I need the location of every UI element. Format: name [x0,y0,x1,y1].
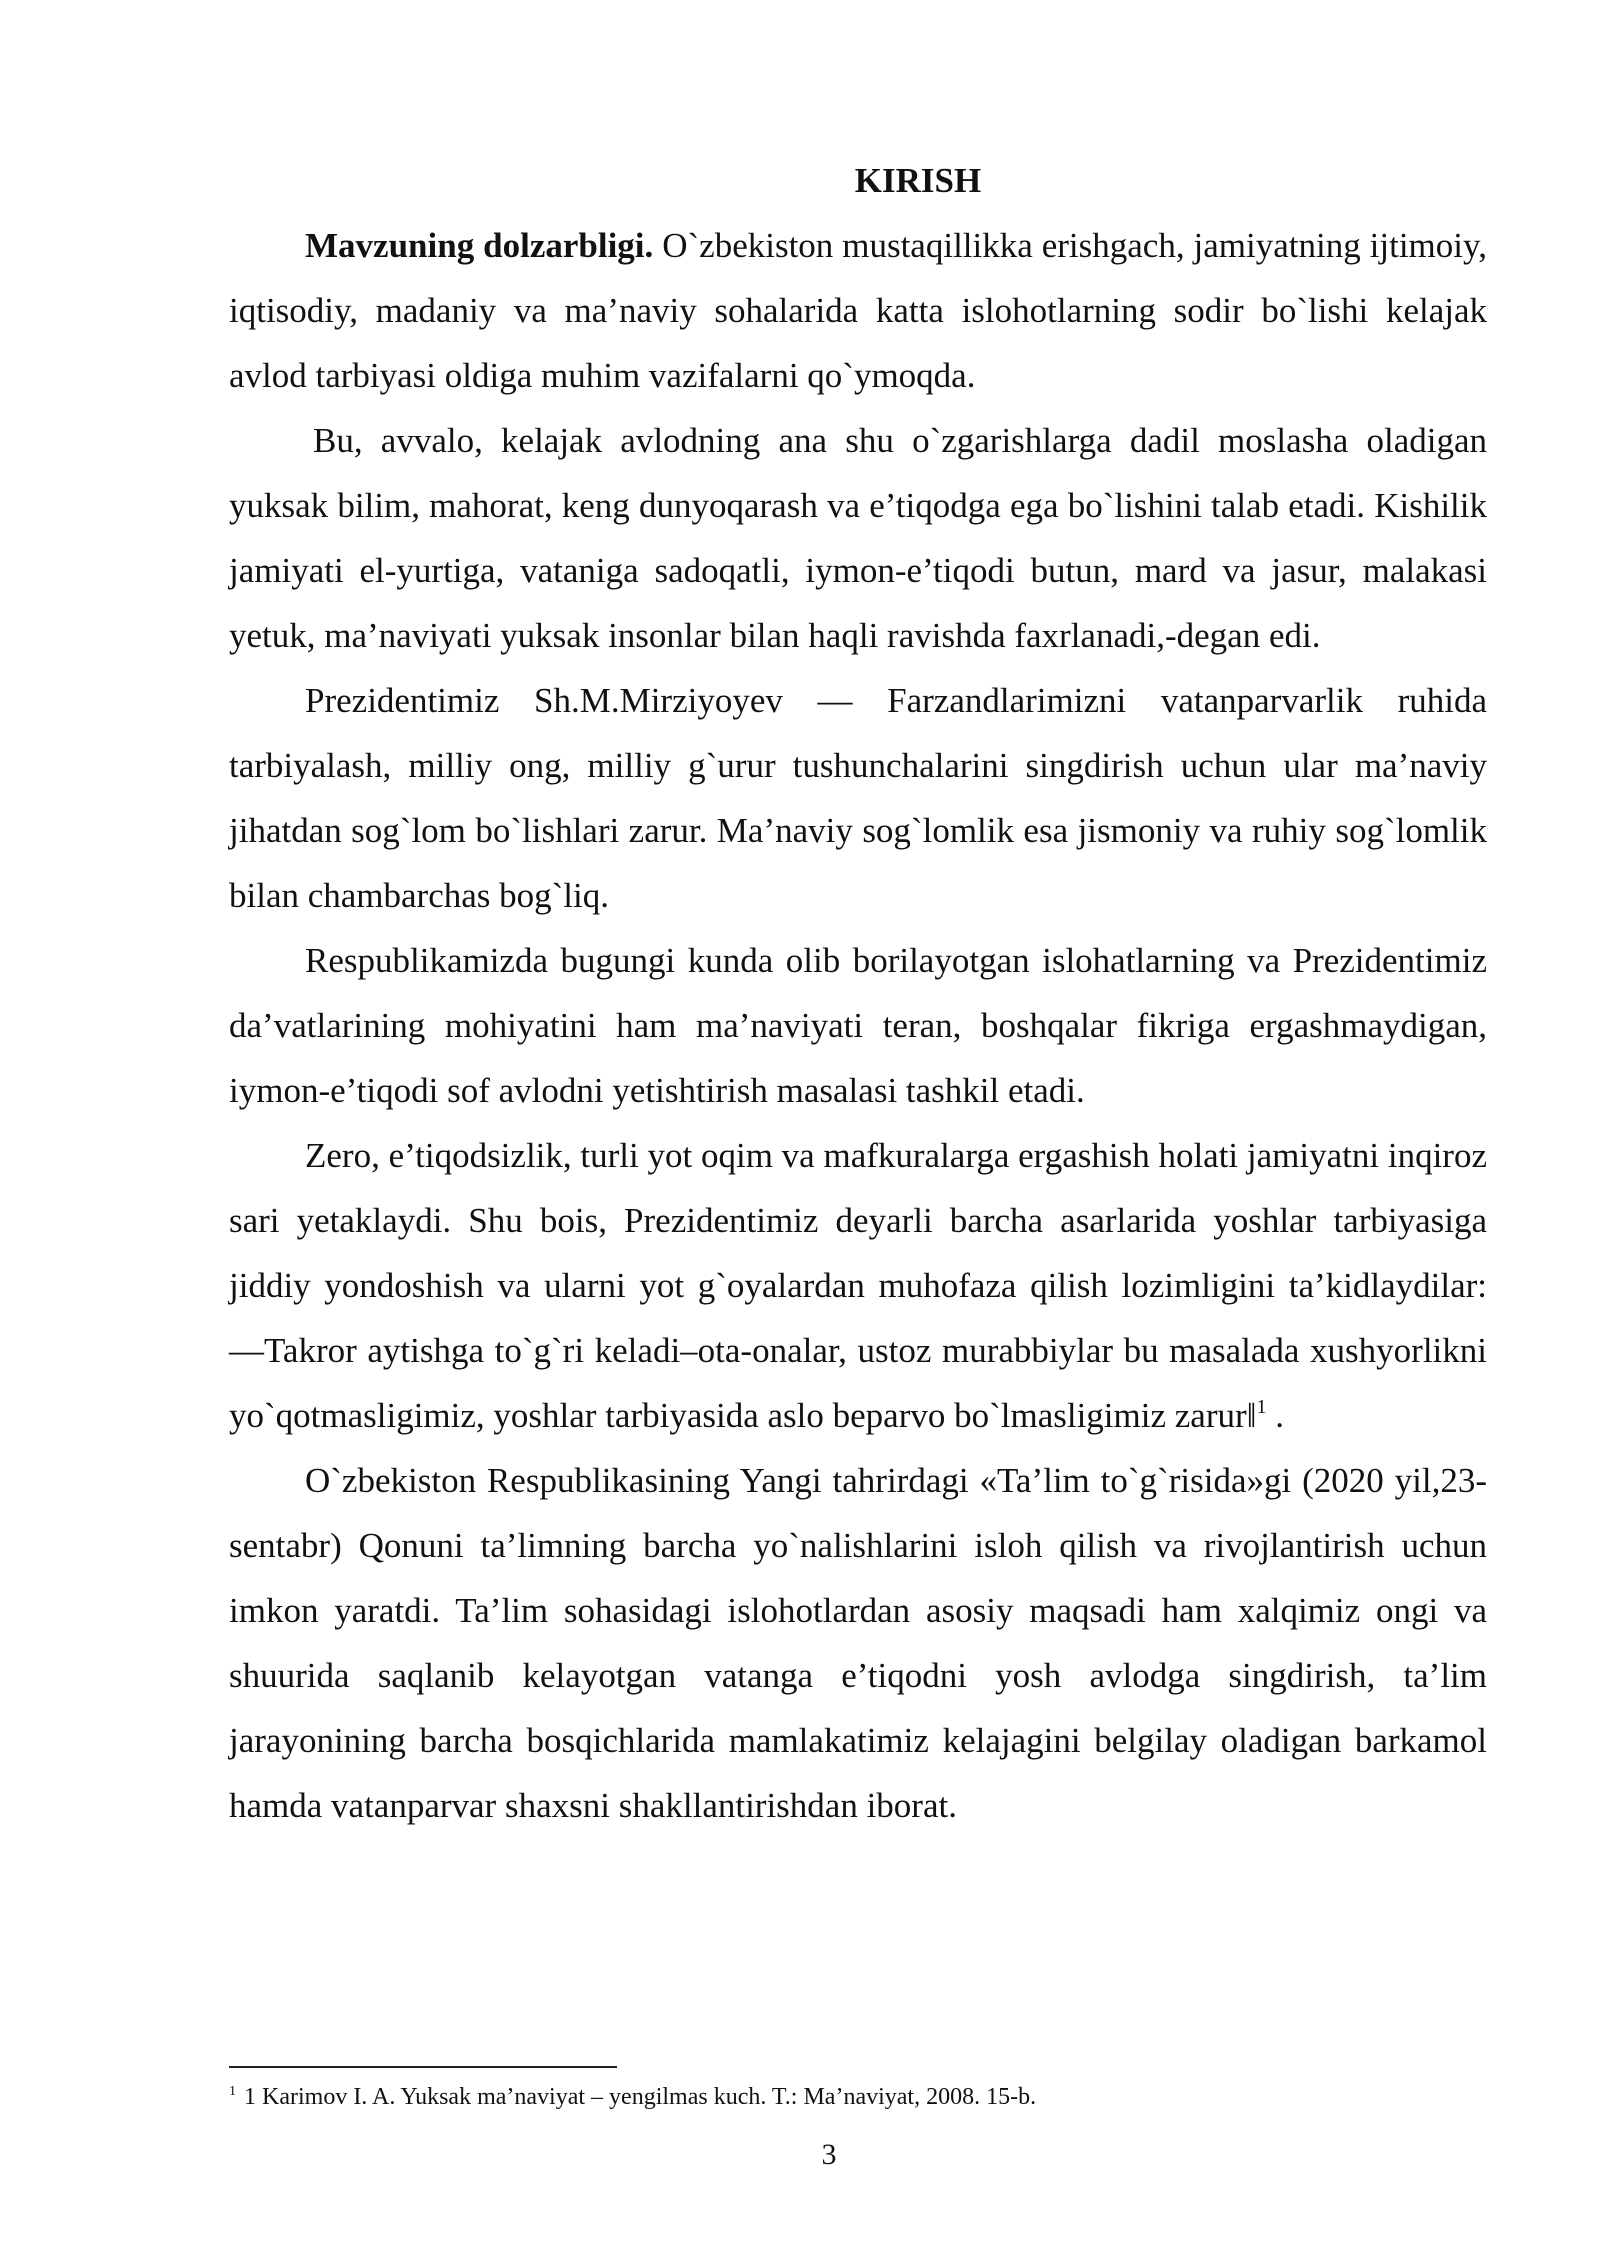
paragraph-relevance [229,213,1487,408]
paragraph-text: Prezidentimiz Sh.M.Mirziyoyev — Farzandlarimizni vatanparvarlik ruhida tarbiyalash, milliy ong, milliy g`urur tushunchalarini singdirish uchun ular ma’naviy jihatdan sog`lom bo`lishlari zarur. Ma’naviy sog`lomlik esa jismoniy va ruhiy sog`lomlik bilan chambarchas bog`liq. [229,681,1487,915]
paragraph-reforms [229,928,1487,1123]
footnote [229,2080,1487,2114]
paragraph-president-quote [229,668,1487,928]
paragraph-tail: . [1266,1396,1284,1435]
paragraph-education-law [229,1448,1487,1838]
page-heading: KIRISH [854,161,982,200]
paragraph-text: Zero, e’tiqodsizlik, turli yot oqim va mafkuralarga ergashish holati jamiyatni inqiroz sari yetaklaydi. Shu bois, Prezidentimiz deyarli barcha asarlarida yoshlar tarbiyasiga jiddiy yondoshish va ularni yot g`oyalardan muhofaza qilish lozimligini ta’kidlaydilar: ―Takror aytishga to`g`ri keladi–ota-onalar, ustoz murabbiylar bu masalada xushyorlikni yo`qotmasligimiz, yoshlar tarbiyasida aslo beparvo bo`lmasligimiz zarur‖ [229,1136,1487,1435]
paragraph-text: O`zbekiston Respublikasining Yangi tahrirdagi «Ta’lim to`g`risida»gi (2020 yil,23-sentabr) Qonuni ta’limning barcha yo`nalishlarini isloh qilish va rivojlantirish uchun imkon yaratdi. Ta’lim sohasidagi islohotlardan asosiy maqsadi ham xalqimiz ongi va shuurida saqlanib kelayotgan vatanga e’tiqodni yosh avlodga singdirish, ta’lim jarayonining barcha bosqichlarida mamlakatimiz kelajagini belgilay oladigan barkamol hamda vatanparvar shaxsni shakllantirishdan iborat. [229,1461,1487,1825]
paragraph-text: Respublikamizda bugungi kunda olib borilayotgan islohatlarning va Prezidentimiz da’vatlarining mohiyatini ham ma’naviyati teran, boshqalar fikriga ergashmaydigan, iymon-e’tiqodi sof avlodni yetishtirish masalasi tashkil etadi. [229,941,1487,1110]
paragraph-text: Bu, avvalo, kelajak avlodning ana shu o`zgarishlarga dadil moslasha oladigan yuksak bilim, mahorat, keng dunyoqarash va e’tiqodga ega bo`lishini talab etadi. Kishilik jamiyati el-yurtiga, vataniga sadoqatli, iymon-e’tiqodi butun, mard va jasur, malakasi yetuk, ma’naviyati yuksak insonlar bilan haqli ravishda faxrlanadi,-degan edi. [229,421,1487,655]
paragraph-text: O`zbekiston mustaqillikka erishgach, jamiyatning ijtimoiy, iqtisodiy, madaniy va ma’naviy sohalarida katta islohotlarning sodir bo`lishi kelajak avlod tarbiyasi oldiga muhim vazifalarni qo`ymoqda. [229,226,1487,395]
footnote-marker: 1 [229,2084,236,2099]
page-number: 3 [821,2138,837,2171]
paragraph-future-generation [229,408,1487,668]
footnote-reference[interactable]: 1 [1256,1396,1267,1418]
paragraph-ideology [229,1123,1487,1448]
paragraph-lead: Mavzuning dolzarbligi. [305,226,654,265]
footnote-separator [229,2066,617,2068]
footnote-text: 1 Karimov I. A. Yuksak ma’naviyat – yengilmas kuch. T.: Ma’naviyat, 2008. 15-b. [244,2084,1037,2110]
document-body [229,148,1487,1838]
